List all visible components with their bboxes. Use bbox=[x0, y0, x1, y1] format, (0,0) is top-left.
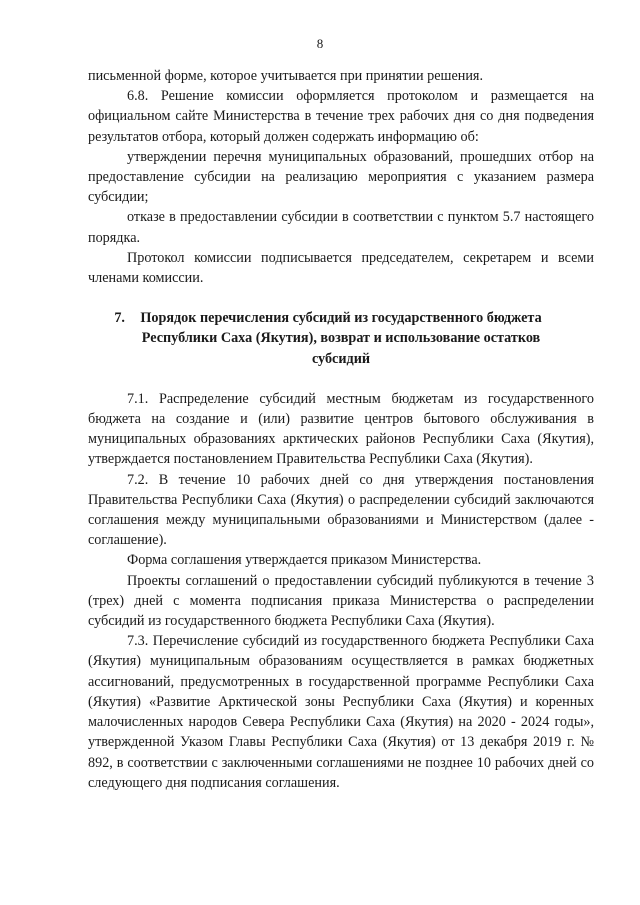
page-number: 8 bbox=[316, 36, 324, 51]
paragraph-agreement-form: Форма соглашения утверждается приказом Министерства. bbox=[127, 552, 482, 569]
paragraph-7-2: 7.2. В течение 10 рабочих дней со дня утверждения постановления Правительства Республики Саха (Якутия) о распределении субсидий заключаются соглашения между муниципальными образованиями и Министерством (далее - соглашение). bbox=[88, 471, 594, 549]
paragraph-continuation: письменной форме, которое учитывается при принятии решения. bbox=[88, 68, 483, 84]
paragraph-draft-agreements: Проекты соглашений о предоставлении субсидий публикуются в течение 3 (трех) дней с момента подписания приказа Министерства о распределении субсидий из государственного бюджета Республики Саха (Якутия). bbox=[88, 572, 594, 630]
section-heading-7 bbox=[88, 308, 594, 369]
section-number: 7. bbox=[114, 310, 125, 327]
section-title: Порядок перечисления субсидий из государственного бюджета Республики Саха (Якутия), возврат и использование остатков субсидий bbox=[140, 310, 542, 367]
document-body bbox=[88, 66, 594, 793]
paragraph-7-3: 7.3. Перечисление субсидий из государственного бюджета Республики Саха (Якутия) муниципальным образованиям осуществляется в рамках бюджетных ассигнований, предусмотренных в государственной программе Республики Саха (Якутия) «Развитие Арктической зоны Республики Саха (Якутия) и коренных малочисленных народов Севера Республики Саха (Якутия) на 2020 - 2024 годы», утвержденной Указом Главы Республики Саха (Якутия) от 13 декабря 2019 г. № 892, в соответствии с заключенными соглашениями не позднее 10 рабочих дней со следующего дня подписания соглашения. bbox=[88, 633, 594, 791]
paragraph-7-1: 7.1. Распределение субсидий местным бюджетам из государственного бюджета на создание и (или) развитие центров бытового обслуживания в муниципальных образованиях арктических районов Республики Саха (Якутия), утверждается постановлением Правительства Республики Саха (Якутия). bbox=[88, 390, 594, 468]
paragraph-approval-list: утверждении перечня муниципальных образований, прошедших отбор на предоставление субсидии на реализацию мероприятия с указанием размера субсидии; bbox=[88, 148, 594, 206]
paragraph-refusal: отказе в предоставлении субсидии в соответствии с пунктом 5.7 настоящего порядка. bbox=[88, 209, 594, 246]
paragraph-protocol-signing: Протокол комиссии подписывается председателем, секретарем и всеми членами комиссии. bbox=[88, 249, 594, 287]
paragraph-6-8: 6.8. Решение комиссии оформляется протоколом и размещается на официальном сайте Министерства в течение трех рабочих дня со дня подведения результатов отбора, который должен содержать информацию об: bbox=[88, 88, 594, 145]
